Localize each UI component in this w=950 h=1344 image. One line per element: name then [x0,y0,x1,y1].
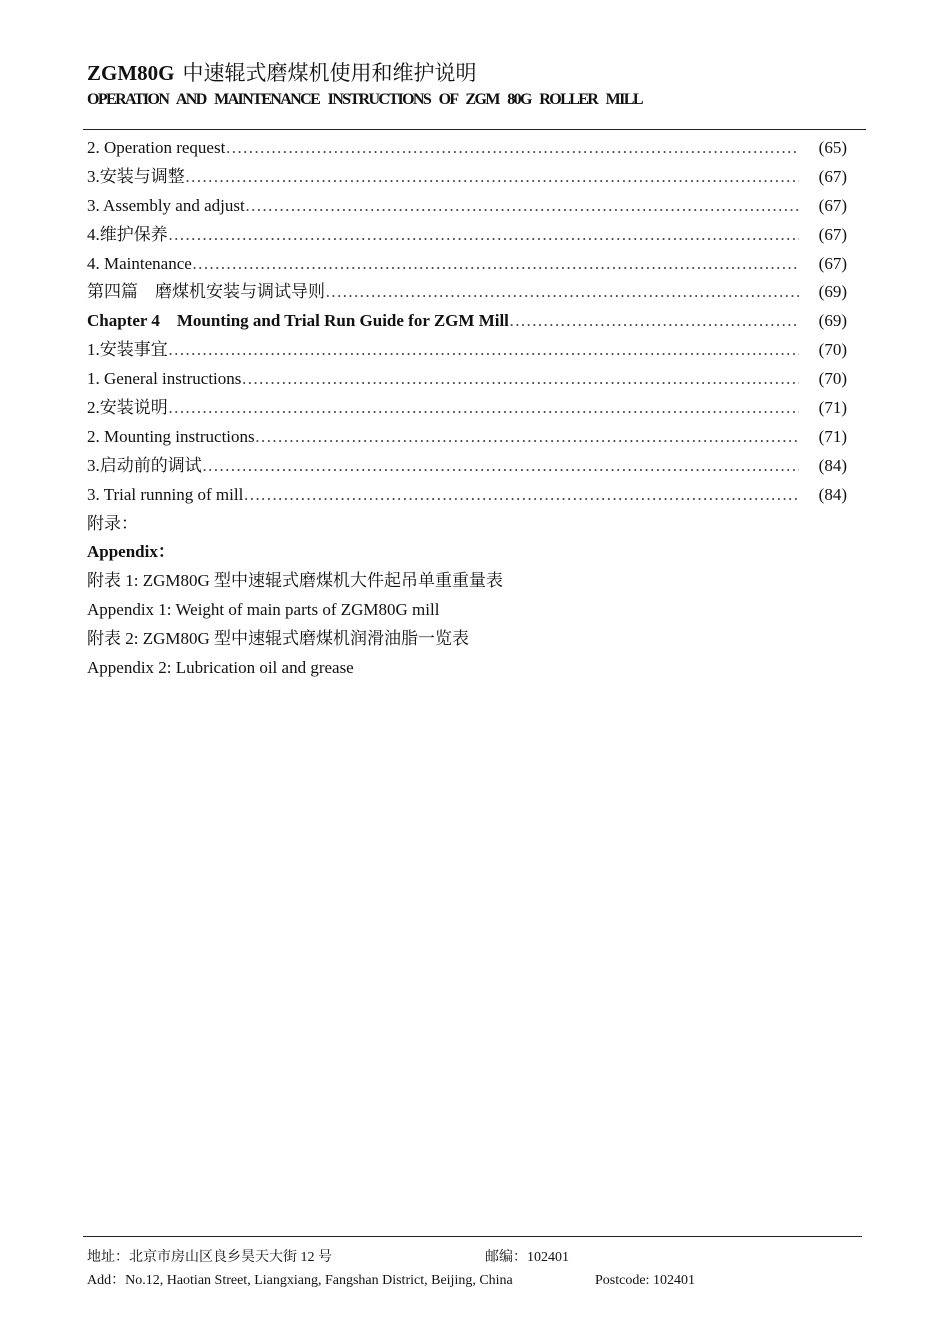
toc-entry-title: 1. General instructions [87,369,242,389]
page-footer [87,1246,695,1292]
toc-entry-page: (84) [818,484,847,504]
toc-entry-page: (71) [818,426,847,446]
toc-entry[interactable] [87,365,847,394]
toc-entry[interactable] [87,192,847,221]
appendix-item: Appendix 2: Lubrication oil and grease [87,658,354,678]
toc-entry-title: 4.维护保养 [87,224,168,244]
toc-entry[interactable] [87,250,847,279]
leader-dots [255,423,799,452]
toc-entry-page: (84) [818,455,847,475]
leader-dots [202,452,799,481]
appendix-item: 附表 1: ZGM80G 型中速辊式磨煤机大件起吊单重重量表 [87,571,504,591]
address-chinese: 地址：北京市房山区良乡昊天大街 12 号 [87,1250,332,1265]
toc-entry-title: 3. Assembly and adjust [87,195,245,215]
toc-entry-title: 1.安装事宜 [87,340,168,360]
toc-entry-title: 2.安装说明 [87,398,168,418]
toc-entry-page: (70) [818,369,847,389]
table-of-contents [87,134,847,683]
leader-dots [245,192,799,221]
leader-dots [509,307,799,336]
toc-entry[interactable] [87,423,847,452]
toc-entry-chapter[interactable] [87,307,847,336]
toc-entry-title: 2. Mounting instructions [87,426,255,446]
toc-entry-page: (67) [818,224,847,244]
title-chinese: 中速辊式磨煤机使用和维护说明 [182,61,477,85]
appendix-heading-cn: 附录： [87,513,138,533]
appendix-item: 附表 2: ZGM80G 型中速辊式磨煤机润滑油脂一览表 [87,629,470,649]
postcode-english: Postcode: 102401 [595,1273,695,1288]
header-divider [83,129,866,130]
toc-entry[interactable] [87,221,847,250]
leader-dots [243,481,799,510]
toc-entry-page: (69) [818,311,847,331]
footer-divider [83,1236,862,1237]
leader-dots [168,394,799,423]
leader-dots [225,134,799,163]
toc-entry[interactable] [87,394,847,423]
toc-entry-page: (65) [818,138,847,157]
title-english: OPERATION AND MAINTENANCE INSTRUCTIONS OF ZGM 80G ROLLER MILL [87,91,642,108]
toc-entry[interactable] [87,163,847,192]
toc-entry-title: 4. Maintenance [87,253,192,273]
toc-entry[interactable] [87,481,847,510]
toc-entry-title: Chapter 4 Mounting and Trial Run Guide for ZGM Mill [87,311,509,331]
toc-entry-page: (69) [818,282,847,302]
appendix-heading-en: Appendix： [87,542,175,562]
document-title [87,58,867,88]
leader-dots [325,278,799,307]
toc-entry-page: (70) [818,340,847,360]
toc-entry[interactable] [87,336,847,365]
toc-entry[interactable] [87,452,847,481]
toc-entry-title: 3.启动前的调试 [87,455,202,475]
address-english: Add：No.12, Haotian Street, Liangxiang, Fangshan District, Beijing, China [87,1273,513,1288]
model-name: ZGM80G [87,61,175,85]
appendix-item: Appendix 1: Weight of main parts of ZGM80G mill [87,600,440,620]
page-header [87,58,867,112]
leader-dots [185,163,799,192]
toc-entry-title: 第四篇 磨煤机安装与调试导则 [87,282,325,302]
toc-entry-page: (67) [818,195,847,215]
leader-dots [168,221,799,250]
toc-entry[interactable] [87,134,847,163]
toc-entry-title: 3.安装与调整 [87,166,185,186]
toc-entry-page: (71) [818,398,847,418]
leader-dots [168,336,799,365]
toc-entry-title: 2. Operation request [87,138,226,157]
toc-entry-title: 3. Trial running of mill [87,484,244,504]
toc-entry-page: (67) [818,253,847,273]
toc-entry[interactable] [87,278,847,307]
leader-dots [192,250,799,279]
postcode-chinese: 邮编：102401 [485,1250,569,1265]
toc-entry-page: (67) [818,166,847,186]
leader-dots [241,365,799,394]
